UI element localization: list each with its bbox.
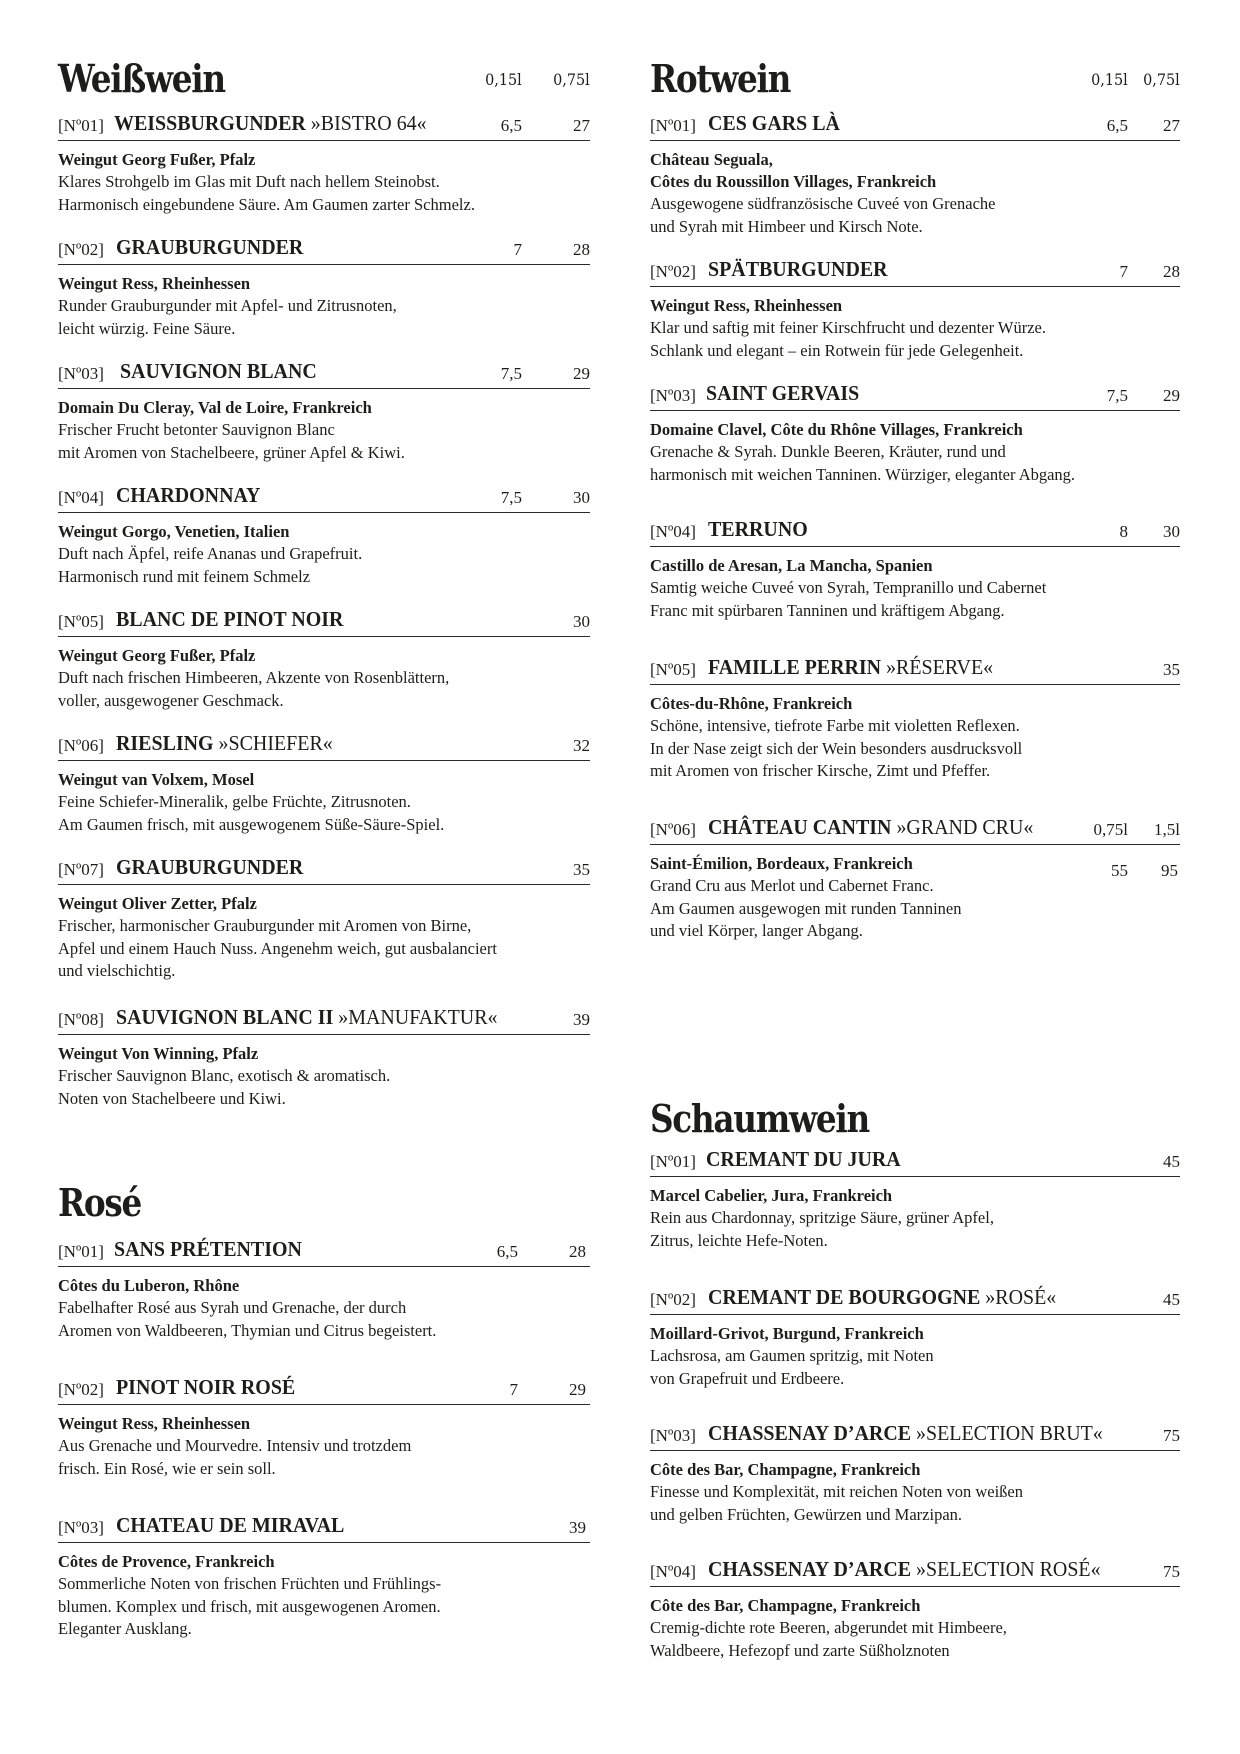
entry-number: [Nº04]	[650, 522, 696, 541]
entry-header	[650, 382, 1180, 411]
entry-number: [Nº02]	[650, 1290, 696, 1309]
price-bottle: 30	[573, 488, 590, 507]
wine-name: SPÄTBURGUNDER	[708, 257, 888, 281]
description: Cremig-dichte rote Beeren, abgerundet mit Himbeere, Waldbeere, Hefezopf und zarte Süßholznoten	[650, 1618, 1007, 1660]
entry-number: [Nº07]	[58, 860, 104, 879]
description: Finesse und Komplexität, mit reichen Noten von weißen und gelben Früchten, Gewürzen und Marzipan.	[650, 1482, 1024, 1524]
description: Sommerliche Noten von frischen Früchten und Frühlings- blumen. Komplex und frisch, mit ausgewogenen Aromen. Eleganter Ausklang.	[58, 1574, 442, 1638]
entry-number: [Nº02]	[58, 240, 104, 259]
entry-header	[650, 1422, 1180, 1451]
entry-header	[58, 1006, 590, 1035]
price-bottle: 27	[573, 116, 590, 135]
price-glass: 7	[509, 1380, 518, 1399]
wine-entry	[650, 258, 1180, 362]
price-bottle: 29	[573, 364, 590, 383]
producer: Weingut van Volxem, Mosel	[58, 770, 255, 789]
producer: Domain Du Cleray, Val de Loire, Frankreich	[58, 398, 372, 417]
wine-entry	[650, 1558, 1180, 1662]
wine-entry	[58, 360, 590, 464]
volume-label-magnum: 1,5l	[1154, 820, 1180, 839]
price-glass: 7	[513, 240, 522, 259]
wine-name: GRAUBURGUNDER	[116, 235, 304, 259]
entry-header	[650, 258, 1180, 287]
wine-entry	[650, 1148, 1180, 1252]
entry-header	[58, 608, 590, 637]
wine-name: TERRUNO	[708, 517, 808, 541]
volume-label-bottle: 0,75l	[1143, 70, 1180, 89]
wine-name: SAINT GERVAIS	[706, 381, 860, 405]
entry-number: [Nº01]	[58, 116, 104, 135]
price-glass: 7,5	[500, 364, 522, 383]
description: Samtig weiche Cuveé von Syrah, Tempranillo und Cabernet Franc mit spürbaren Tanninen und kräftigem Abgang.	[650, 578, 1047, 620]
producer: Moillard-Grivot, Burgund, Frankreich	[650, 1324, 924, 1343]
wine-name: SAUVIGNON BLANC II »MANUFAKTUR«	[116, 1005, 498, 1029]
section-title: Weißwein	[58, 56, 225, 101]
description: Fabelhafter Rosé aus Syrah und Grenache, der durch Aromen von Waldbeeren, Thymian und Citrus begeistert.	[58, 1298, 437, 1340]
price-bottle: 29	[1163, 386, 1180, 405]
wine-name: BLANC DE PINOT NOIR	[116, 607, 344, 631]
entry-number: [Nº02]	[650, 262, 696, 281]
description: Duft nach frischen Himbeeren, Akzente von Rosenblättern, voller, ausgewogener Geschmack.	[58, 668, 450, 710]
right-column	[650, 56, 1180, 1696]
entry-number: [Nº01]	[650, 116, 696, 135]
price-bottle: 30	[573, 612, 590, 631]
left-column	[58, 56, 590, 1676]
producer: Weingut Georg Fußer, Pfalz	[58, 150, 256, 169]
description: Schöne, intensive, tiefrote Farbe mit violetten Reflexen. In der Nase zeigt sich der Wein besonders ausdrucksvoll mit Aromen von frischer Kirsche, Zimt und Pfeffer.	[650, 716, 1023, 780]
entry-number: [Nº03]	[650, 386, 696, 405]
wine-name: RIESLING »SCHIEFER«	[116, 731, 333, 755]
producer: Château Seguala, Côtes du Roussillon Villages, Frankreich	[650, 150, 937, 191]
entry-number: [Nº06]	[650, 820, 696, 839]
wine-entry	[58, 732, 590, 836]
entry-number: [Nº04]	[58, 488, 104, 507]
price-glass: 7,5	[1106, 386, 1128, 405]
wine-name: CHARDONNAY	[116, 483, 261, 507]
producer: Côtes du Luberon, Rhône	[58, 1276, 240, 1295]
entry-header	[58, 856, 590, 885]
price-bottle: 35	[1163, 660, 1180, 679]
wine-name: CHASSENAY D’ARCE »SELECTION BRUT«	[708, 1421, 1103, 1445]
wine-entry	[58, 1238, 590, 1342]
description: Ausgewogene südfranzösische Cuveé von Grenache und Syrah mit Himbeer und Kirsch Note.	[650, 194, 996, 236]
section-title: Rosé	[58, 1180, 141, 1225]
entry-header	[650, 518, 1180, 547]
wine-entry	[650, 816, 1180, 943]
section-header-weisswein	[58, 56, 590, 116]
description: Lachsrosa, am Gaumen spritzig, mit Noten von Grapefruit und Erdbeere.	[650, 1346, 934, 1388]
wine-name: CHATEAU DE MIRAVAL	[116, 1513, 345, 1537]
wine-name: PINOT NOIR ROSÉ	[116, 1375, 296, 1399]
description: Grand Cru aus Merlot und Cabernet Franc. Am Gaumen ausgewogen mit runden Tanninen und viel Körper, langer Abgang.	[650, 876, 962, 940]
price-glass: 6,5	[1106, 116, 1128, 135]
section-header-rose	[58, 1180, 590, 1240]
wine-name: CREMANT DU JURA	[706, 1147, 901, 1171]
description: Rein aus Chardonnay, spritzige Säure, grüner Apfel, Zitrus, leichte Hefe-Noten.	[650, 1208, 994, 1250]
entry-header	[58, 112, 590, 141]
price-bottle: 45	[1163, 1290, 1180, 1309]
price-bottle: 35	[573, 860, 590, 879]
entry-number: [Nº05]	[650, 660, 696, 679]
wine-entry	[650, 1422, 1180, 1526]
wine-name: SANS PRÉTENTION	[114, 1237, 302, 1261]
entry-header	[58, 1376, 590, 1405]
wine-name: GRAUBURGUNDER	[116, 855, 304, 879]
description: Aus Grenache und Mourvedre. Intensiv und trotzdem frisch. Ein Rosé, wie er sein soll.	[58, 1436, 412, 1478]
price-bottle: 45	[1163, 1152, 1180, 1171]
producer: Côtes de Provence, Frankreich	[58, 1552, 275, 1571]
entry-header	[650, 656, 1180, 685]
price-bottle: 28	[569, 1242, 586, 1261]
entry-number: [Nº03]	[58, 1518, 104, 1537]
producer: Saint-Émilion, Bordeaux, Frankreich	[650, 854, 913, 873]
entry-header	[58, 236, 590, 265]
wine-entry	[650, 656, 1180, 783]
entry-header	[58, 1514, 590, 1543]
volume-label-bottle: 0,75l	[1093, 820, 1128, 839]
price-bottle: 32	[573, 736, 590, 755]
entry-header	[58, 732, 590, 761]
entry-header	[650, 1148, 1180, 1177]
wine-entry	[650, 518, 1180, 622]
entry-header	[650, 112, 1180, 141]
wine-name: FAMILLE PERRIN »RÉSERVE«	[708, 655, 994, 679]
entry-number: [Nº04]	[650, 1562, 696, 1581]
wine-name: CREMANT DE BOURGOGNE »ROSÉ«	[708, 1285, 1057, 1309]
price-magnum: 95	[1161, 861, 1178, 880]
price-bottle: 28	[1163, 262, 1180, 281]
producer: Marcel Cabelier, Jura, Frankreich	[650, 1186, 893, 1205]
wine-name: CHÂTEAU CANTIN »GRAND CRU«	[708, 815, 1034, 839]
entry-header	[650, 1558, 1180, 1587]
wine-name: CHASSENAY D’ARCE »SELECTION ROSÉ«	[708, 1557, 1101, 1581]
price-glass: 6,5	[500, 116, 522, 135]
price-bottle: 30	[1163, 522, 1180, 541]
price-glass: 7,5	[500, 488, 522, 507]
price-bottle: 29	[569, 1380, 586, 1399]
section-title: Schaumwein	[650, 1096, 869, 1141]
entry-header	[650, 1286, 1180, 1315]
volume-label-glass: 0,15l	[485, 70, 522, 89]
price-bottle: 39	[573, 1010, 590, 1029]
entry-number: [Nº03]	[58, 364, 104, 383]
price-bottle: 75	[1163, 1426, 1180, 1445]
description: Feine Schiefer-Mineralik, gelbe Früchte, Zitrusnoten. Am Gaumen frisch, mit ausgewogenem Süße-Säure-Spiel.	[58, 792, 445, 834]
wine-entry	[58, 236, 590, 340]
description: Frischer, harmonischer Grauburgunder mit Aromen von Birne, Apfel und einem Hauch Nuss. Angenehm weich, gut ausbalanciert und vielschichtig.	[58, 916, 497, 980]
entry-number: [Nº01]	[650, 1152, 696, 1171]
producer: Weingut Von Winning, Pfalz	[58, 1044, 259, 1063]
price-glass: 7	[1119, 262, 1128, 281]
price-glass: 8	[1119, 522, 1128, 541]
entry-number: [Nº06]	[58, 736, 104, 755]
price-bottle: 39	[569, 1518, 586, 1537]
wine-entry	[58, 608, 590, 712]
wine-entry	[58, 856, 590, 983]
section-title: Rotwein	[650, 56, 791, 101]
price-glass: 6,5	[496, 1242, 518, 1261]
price-bottle: 27	[1163, 116, 1180, 135]
producer: Côte des Bar, Champagne, Frankreich	[650, 1460, 921, 1479]
description: Frischer Frucht betonter Sauvignon Blanc mit Aromen von Stachelbeere, grüner Apfel & Kiwi.	[58, 420, 405, 462]
producer: Weingut Gorgo, Venetien, Italien	[58, 522, 290, 541]
entry-header	[58, 1238, 590, 1267]
wine-entry	[650, 382, 1180, 486]
producer: Côte des Bar, Champagne, Frankreich	[650, 1596, 921, 1615]
producer: Weingut Oliver Zetter, Pfalz	[58, 894, 257, 913]
wine-entry	[58, 1006, 590, 1110]
wine-entry	[58, 1514, 590, 1641]
price-bottle: 28	[573, 240, 590, 259]
wine-entry	[58, 484, 590, 588]
entry-number: [Nº01]	[58, 1242, 104, 1261]
price-bottle: 55	[1111, 861, 1128, 880]
entry-number: [Nº02]	[58, 1380, 104, 1399]
wine-entry	[650, 112, 1180, 238]
wine-name: SAUVIGNON BLANC	[120, 359, 317, 383]
wine-entry	[58, 112, 590, 216]
volume-label-glass: 0,15l	[1091, 70, 1128, 89]
description: Runder Grauburgunder mit Apfel- und Zitrusnoten, leicht würzig. Feine Säure.	[58, 296, 397, 338]
entry-number: [Nº03]	[650, 1426, 696, 1445]
entry-number: [Nº05]	[58, 612, 104, 631]
producer: Domaine Clavel, Côte du Rhône Villages, Frankreich	[650, 420, 1023, 439]
producer: Côtes-du-Rhône, Frankreich	[650, 694, 853, 713]
description: Klares Strohgelb im Glas mit Duft nach hellem Steinobst. Harmonisch eingebundene Säure. Am Gaumen zarter Schmelz.	[58, 172, 475, 214]
wine-name: CES GARS LÀ	[708, 111, 840, 135]
entry-header	[650, 816, 1180, 845]
description: Duft nach Äpfel, reife Ananas und Grapefruit. Harmonisch rund mit feinem Schmelz	[58, 544, 363, 586]
section-header-rotwein	[650, 56, 1180, 116]
producer: Weingut Georg Fußer, Pfalz	[58, 646, 256, 665]
producer: Weingut Ress, Rheinhessen	[58, 274, 251, 293]
wine-entry	[58, 1376, 590, 1480]
description: Frischer Sauvignon Blanc, exotisch & aromatisch. Noten von Stachelbeere und Kiwi.	[58, 1066, 391, 1108]
description: Grenache & Syrah. Dunkle Beeren, Kräuter, rund und harmonisch mit weichen Tanninen. Würziger, eleganter Abgang.	[650, 442, 1076, 484]
entry-header	[58, 484, 590, 513]
producer: Castillo de Aresan, La Mancha, Spanien	[650, 556, 933, 575]
volume-label-bottle: 0,75l	[553, 70, 590, 89]
entry-header	[58, 360, 590, 389]
wine-entry	[650, 1286, 1180, 1390]
entry-number: [Nº08]	[58, 1010, 104, 1029]
price-bottle: 75	[1163, 1562, 1180, 1581]
wine-name: WEISSBURGUNDER »BISTRO 64«	[114, 111, 427, 135]
producer: Weingut Ress, Rheinhessen	[58, 1414, 251, 1433]
producer: Weingut Ress, Rheinhessen	[650, 296, 843, 315]
description: Klar und saftig mit feiner Kirschfrucht und dezenter Würze. Schlank und elegant – ein Rotwein für jede Gelegenheit.	[650, 318, 1046, 360]
